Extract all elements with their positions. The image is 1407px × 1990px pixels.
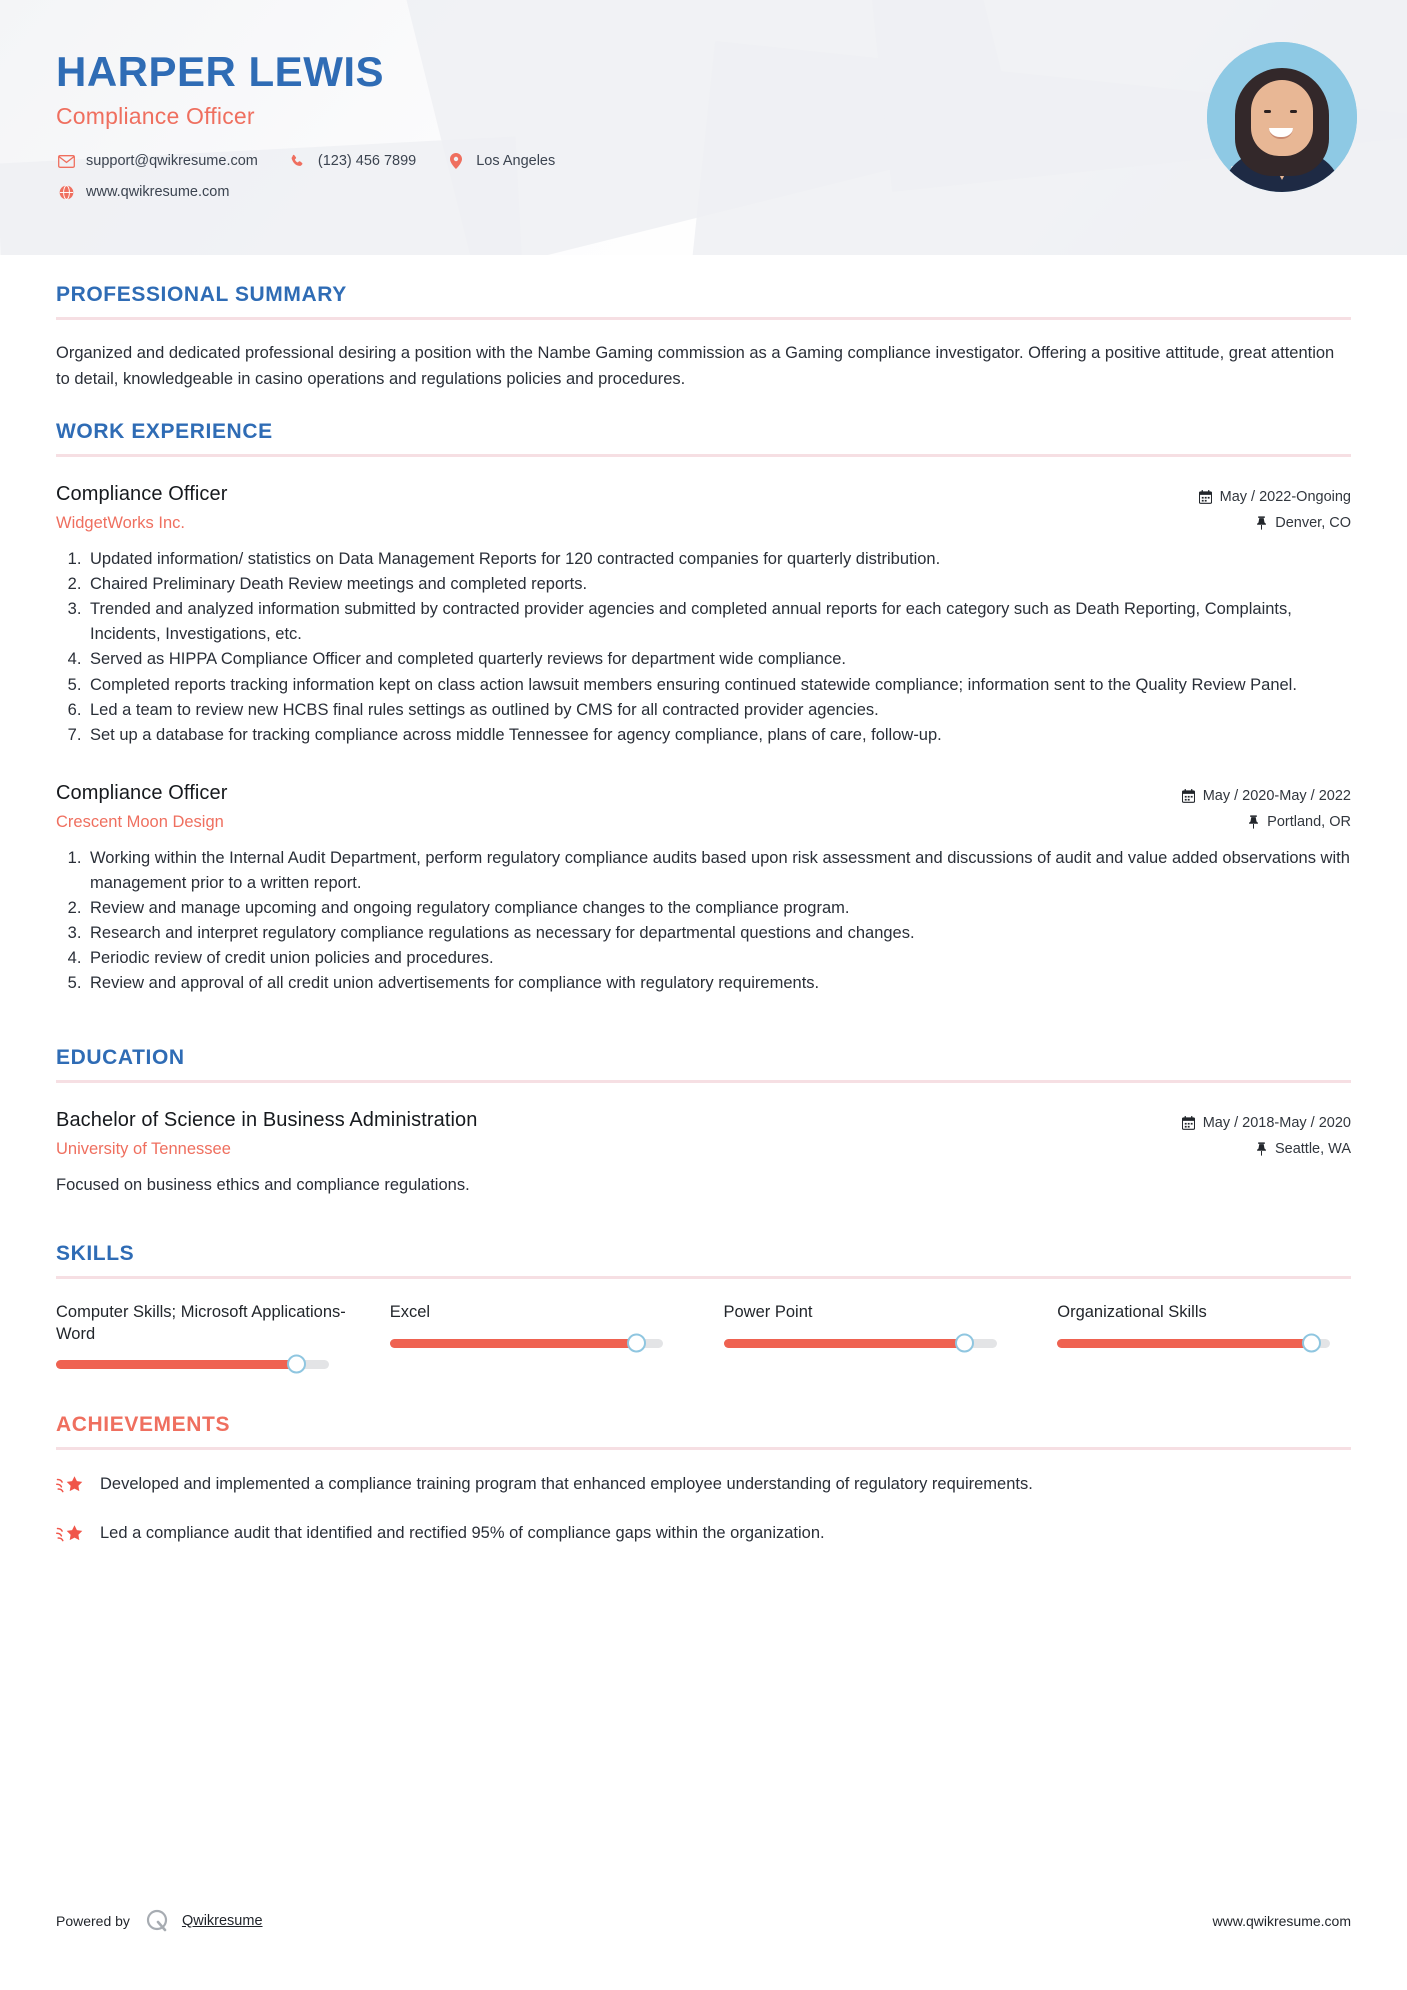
powered-by-block	[56, 1908, 263, 1934]
envelope-icon	[56, 152, 76, 170]
experience-company: WidgetWorks Inc.	[56, 514, 185, 533]
contact-phone-text: (123) 456 7899	[317, 153, 417, 170]
skill-item	[56, 1301, 350, 1369]
education-entry	[56, 1109, 1351, 1198]
section-professional-summary	[56, 283, 1351, 392]
contact-location	[446, 152, 555, 170]
skill-slider-fill	[56, 1360, 296, 1369]
contact-website-text: www.qwikresume.com	[86, 184, 230, 201]
section-skills	[56, 1242, 1351, 1369]
education-description: Focused on business ethics and compliance regulations.	[56, 1176, 470, 1195]
page-footer	[56, 1908, 1351, 1934]
pushpin-icon	[1256, 516, 1267, 530]
list-item	[56, 1521, 1351, 1552]
qwikresume-logo-icon	[144, 1908, 170, 1934]
skill-label: Computer Skills; Microsoft Applications- Word	[56, 1302, 346, 1344]
skill-item	[390, 1301, 684, 1369]
skill-slider[interactable]	[724, 1339, 997, 1348]
skill-slider[interactable]	[1057, 1339, 1330, 1348]
experience-entry	[56, 782, 1351, 996]
section-title-summary: PROFESSIONAL SUMMARY	[56, 283, 347, 306]
skill-label: Power Point	[723, 1302, 813, 1321]
education-dates-text: May / 2018-May / 2020	[1202, 1115, 1351, 1132]
section-divider	[56, 1447, 1351, 1450]
section-title-experience: WORK EXPERIENCE	[56, 420, 273, 444]
experience-dates	[1141, 788, 1351, 804]
contact-row-primary	[56, 152, 1407, 170]
education-location	[1141, 1141, 1351, 1157]
skill-slider-fill	[1057, 1339, 1311, 1348]
experience-bullet-list	[56, 846, 1351, 996]
candidate-name: HARPER LEWIS	[56, 48, 385, 95]
section-divider	[56, 1276, 1351, 1279]
skill-slider[interactable]	[390, 1339, 663, 1348]
experience-role: Compliance Officer	[56, 781, 228, 804]
section-divider	[56, 1080, 1351, 1083]
contact-website[interactable]	[56, 183, 229, 201]
contact-phone[interactable]	[288, 152, 416, 170]
experience-entry	[56, 483, 1351, 748]
list-item	[56, 1472, 1351, 1503]
skill-item	[724, 1301, 1018, 1369]
globe-icon	[56, 183, 76, 201]
education-dates	[1141, 1115, 1351, 1131]
section-title-achievements: ACHIEVEMENTS	[56, 1412, 231, 1436]
experience-dates-text: May / 2022-Ongoing	[1219, 489, 1351, 506]
skills-grid	[56, 1301, 1351, 1369]
shooting-star-icon	[56, 1521, 90, 1552]
candidate-job-title: Compliance Officer	[56, 103, 255, 130]
experience-bullet-list	[56, 547, 1351, 748]
education-location-text: Seattle, WA	[1274, 1141, 1351, 1158]
skill-label: Excel	[389, 1302, 431, 1321]
achievement-text: Developed and implemented a compliance training program that enhanced employee understanding of regulatory requirements.	[100, 1474, 1033, 1493]
experience-dates-text: May / 2020-May / 2022	[1202, 787, 1351, 804]
list-item: 4. Periodic review of credit union policies and procedures.	[86, 946, 1351, 971]
contact-row-secondary	[56, 183, 1407, 201]
map-pin-icon	[446, 152, 466, 170]
achievement-text: Led a compliance audit that identified and rectified 95% of compliance gaps within the organization.	[100, 1523, 825, 1542]
list-item: 1. Updated information/ statistics on Data Management Reports for 120 contracted companies for quarterly distribution.	[86, 547, 1351, 572]
experience-company: Crescent Moon Design	[56, 812, 224, 831]
experience-role: Compliance Officer	[56, 483, 228, 506]
qwikresume-brand-link[interactable]: Qwikresume	[181, 1913, 263, 1929]
section-divider	[56, 454, 1351, 457]
summary-paragraph: Organized and dedicated professional desiring a position with the Nambe Gaming commission as a Gaming compliance investigator. Offering a positive attitude, great attention to detail, knowledgeable in casino operations and regulations policies and procedures.	[56, 344, 1335, 388]
pushpin-icon	[1248, 815, 1259, 829]
list-item: 4. Served as HIPPA Compliance Officer and completed quarterly reviews for department wide compliance.	[86, 647, 1351, 672]
skill-slider-thumb[interactable]	[627, 1334, 646, 1353]
experience-location	[1141, 814, 1351, 830]
list-item: 5. Completed reports tracking information kept on class action lawsuit members ensuring continued statewide compliance; information sent to the Quality Review Panel.	[86, 673, 1351, 698]
education-degree: Bachelor of Science in Business Administration	[56, 1109, 478, 1132]
list-item: 2. Chaired Preliminary Death Review meetings and completed reports.	[86, 572, 1351, 597]
list-item: 1. Working within the Internal Audit Department, perform regulatory compliance audits based upon risk assessment and discussions of audit and value added observations with management prior to a written report.	[86, 846, 1351, 896]
skill-slider-thumb[interactable]	[955, 1334, 974, 1353]
achievements-list	[56, 1472, 1351, 1552]
section-title-skills: SKILLS	[56, 1241, 135, 1265]
education-school: University of Tennessee	[56, 1140, 231, 1159]
list-item: 6. Led a team to review new HCBS final rules settings as outlined by CMS for all contracted provider agencies.	[86, 698, 1351, 723]
list-item: 7. Set up a database for tracking compliance across middle Tennessee for agency compliance, plans of care, follow-up.	[86, 723, 1351, 748]
section-education	[56, 1046, 1351, 1198]
calendar-icon	[1182, 1116, 1195, 1130]
powered-by-label: Powered by	[56, 1913, 130, 1929]
skill-slider[interactable]	[56, 1360, 329, 1369]
calendar-icon	[1182, 789, 1195, 803]
resume-header	[0, 0, 1407, 255]
footer-url[interactable]: www.qwikresume.com	[1212, 1913, 1351, 1929]
section-work-experience	[56, 420, 1351, 996]
list-item: 3. Research and interpret regulatory compliance regulations as necessary for departmental questions and changes.	[86, 921, 1351, 946]
skill-item	[1057, 1301, 1351, 1369]
contact-location-text: Los Angeles	[476, 153, 556, 170]
section-achievements	[56, 1413, 1351, 1552]
skill-label: Organizational Skills	[1057, 1302, 1207, 1321]
skill-slider-fill	[390, 1339, 636, 1348]
skill-slider-fill	[724, 1339, 964, 1348]
list-item: 2. Review and manage upcoming and ongoing regulatory compliance changes to the compliance program.	[86, 896, 1351, 921]
pushpin-icon	[1256, 1142, 1267, 1156]
contact-email-text: support@qwikresume.com	[86, 153, 258, 170]
experience-location-text: Denver, CO	[1275, 515, 1351, 532]
section-title-education: EDUCATION	[56, 1046, 185, 1070]
calendar-icon	[1199, 490, 1212, 504]
experience-dates	[1141, 489, 1351, 505]
list-item: 5. Review and approval of all credit union advertisements for compliance with regulatory requirements.	[86, 971, 1351, 996]
list-item: 3. Trended and analyzed information submitted by contracted provider agencies and completed annual reports for each category such as Death Reporting, Complaints, Incidents, Investigations, etc.	[86, 597, 1351, 647]
shooting-star-icon	[56, 1472, 90, 1503]
skill-slider-thumb[interactable]	[287, 1355, 306, 1374]
avatar	[1207, 42, 1357, 192]
section-divider	[56, 317, 1351, 320]
experience-location-text: Portland, OR	[1267, 813, 1351, 830]
skill-slider-thumb[interactable]	[1302, 1334, 1321, 1353]
experience-location	[1141, 515, 1351, 531]
contact-email[interactable]	[56, 152, 258, 170]
phone-icon	[288, 152, 308, 170]
